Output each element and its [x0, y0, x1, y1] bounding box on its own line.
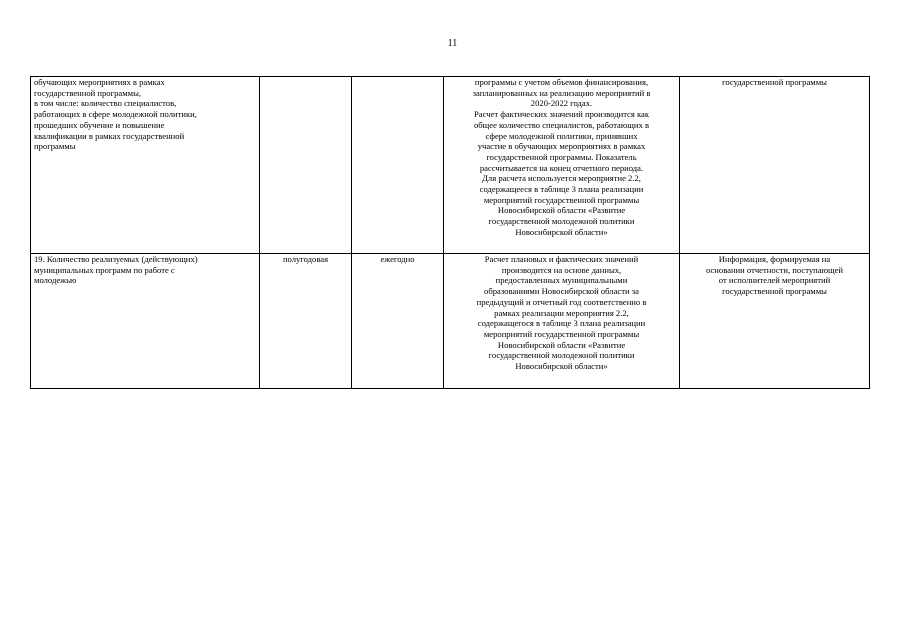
- calculation-method-cell: программы с учетом объемов финансирования, запланированных на реализацию мероприятий в 2020-2022 годах. Расчет фактических значений производится как общее количество специалистов, работающих в сфере молодежной политики, принявших участие в обучающих мероприятиях в рамках государственной программы. Показатель рассчитывается на конец отчетного периода. Для расчета используется мероприятие 2.2, содержащееся в таблице 3 плана реализации мероприятий государственной программы Новосибирской области «Развитие государственной молодежной политики Новосибирской области»: [444, 77, 680, 254]
- table-row: [31, 254, 870, 389]
- indicator-name: 19. Количество реализуемых (действующих) муниципальных программ по работе с молодежью: [34, 254, 198, 286]
- indicator-name-cell: [31, 77, 260, 254]
- page-number: 11: [447, 38, 458, 49]
- calculation-method-cell: Расчет плановых и фактических значений производится на основе данных, предоставленных муниципальными образованиями Новосибирской области за предыдущий и отчетный год соответственно в рамках реализации мероприятия 2.2, содержащегося в таблице 3 плана реализации мероприятий государственной программы Новосибирской области «Развитие государственной молодежной политики Новосибирской области»: [444, 254, 680, 389]
- indicators-table: [30, 76, 870, 389]
- indicator-name-cell: [31, 254, 260, 389]
- periodicity-cell: [260, 77, 352, 254]
- periodicity-cell: полугодовая: [260, 254, 352, 389]
- frequency-cell: [352, 77, 444, 254]
- table-row: [31, 77, 870, 254]
- frequency-cell: ежегодно: [352, 254, 444, 389]
- indicator-name: обучающих мероприятиях в рамках государственной программы, в том числе: количество специалистов, работающих в сфере молодежной политики, прошедших обучение и повышение квалификации в рамках государственной программы: [34, 77, 197, 152]
- data-source-cell: Информация, формируемая на основании отчетности, поступающей от исполнителей мероприятий государственной программы: [680, 254, 870, 389]
- data-source-cell: государственной программы: [680, 77, 870, 254]
